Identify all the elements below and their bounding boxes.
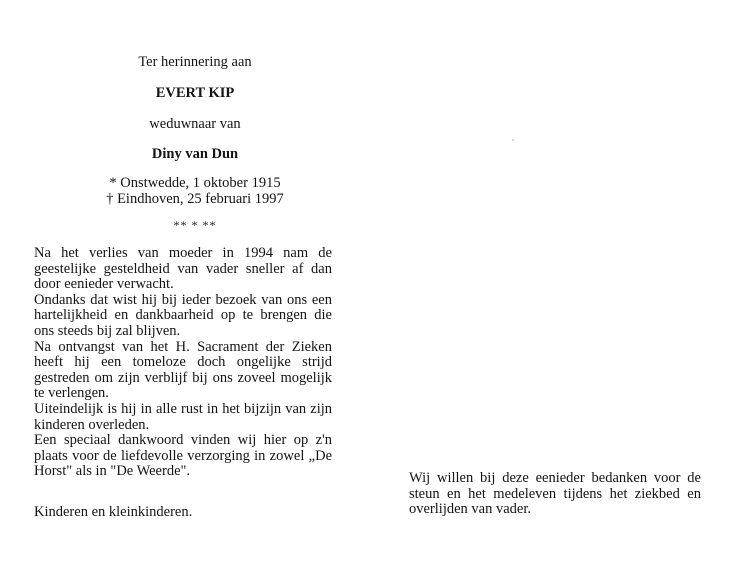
paragraph: Uiteindelijk is hij in alle rust in het bijzijn van zijn kinderen overleden. [34, 400, 332, 433]
spouse-name: Diny van Dun [151, 146, 239, 162]
thanks-text: Wij willen bij deze eenieder bedanken voor de steun en het medeleven tijdens het ziekbed en overlijden van vader. [409, 470, 701, 518]
memorial-text [34, 246, 332, 480]
signature-line: Kinderen en kleinkinderen. [34, 504, 193, 520]
paragraph: Na ontvangst van het H. Sacrament der Zieken heeft hij een tomeloze doch ongelijke strijd gestreden om zijn verblijf bij ons zoveel mogelijk te verlengen. [34, 338, 332, 402]
birth-line: * Onstwedde, 1 oktober 1915 [109, 175, 281, 191]
relation-line: weduwnaar van [149, 116, 241, 132]
death-line: † Eindhoven, 25 februari 1997 [106, 191, 284, 207]
paragraph: Een speciaal dankwoord vinden wij hier op z'n plaats voor de liefdevolle verzorging in zowel „De Horst" als in "De Weerde". [34, 432, 332, 480]
intro-line: Ter herinnering aan [138, 54, 252, 70]
deceased-name: EVERT KIP [155, 85, 235, 101]
paragraph: Ondanks dat wist hij bij ieder bezoek van ons een hartelijkheid en dankbaarheid op te brengen die ons steeds bij zal blijven. [34, 291, 332, 339]
separator: ** * ** [173, 218, 217, 232]
print-speck [512, 139, 514, 141]
paragraph: Na het verlies van moeder in 1994 nam de geestelijke gesteldheid van vader sneller af dan door eenieder verwacht. [34, 245, 332, 293]
